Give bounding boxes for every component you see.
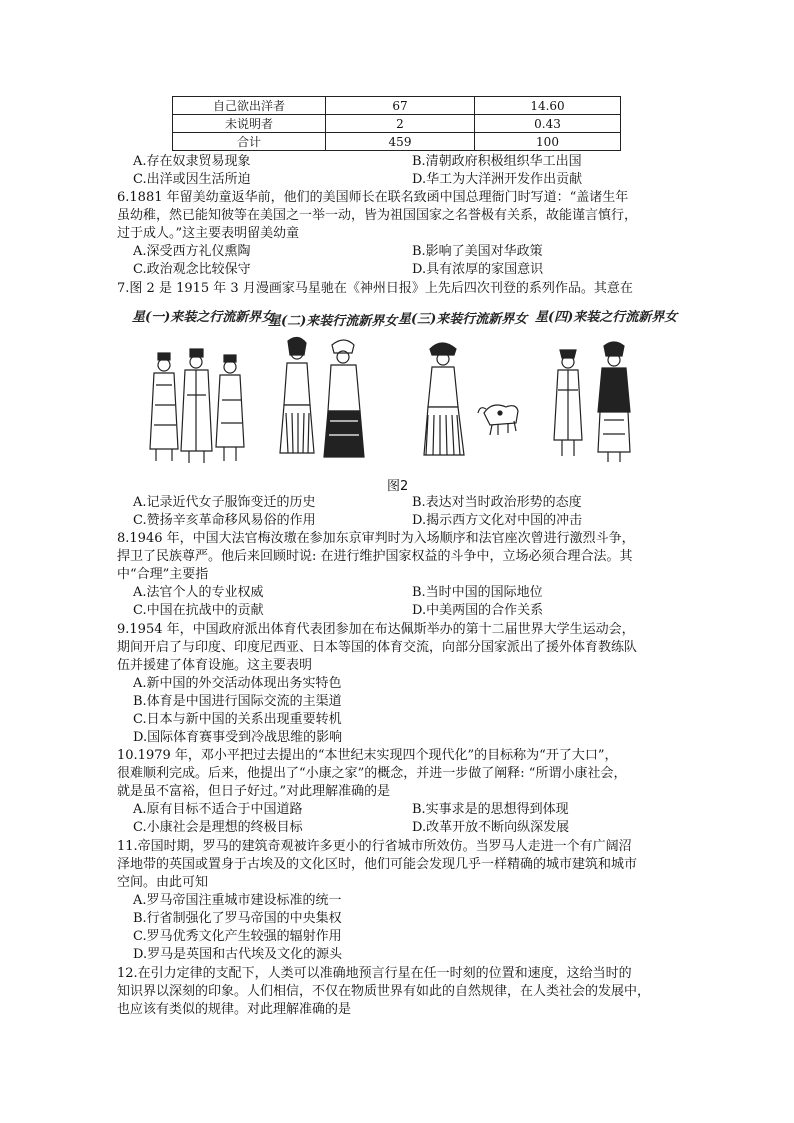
q9-option-d[interactable]: D.国际体育赛事受到冷战思维的影响: [133, 730, 343, 745]
table-cell: 100: [475, 133, 621, 151]
q10-stem-line: 很难顺利完成。后来，他提出了“小康之家”的概念，并进一步做了阐释: “所谓小康社会，: [117, 766, 627, 781]
q6-option-d[interactable]: D.具有浓厚的家国意识: [412, 262, 544, 277]
q6-option-b[interactable]: B.影响了美国对华政策: [412, 244, 543, 259]
q8-option-d[interactable]: D.中美两国的合作关系: [412, 603, 544, 618]
q11-stem-line: 11.帝国时期，罗马的建筑奇观被许多更小的行省城市所效仿。当罗马人走进一个有广阔沼: [117, 839, 632, 854]
table-row: [173, 133, 621, 151]
q11-stem-line: 空间。由此可知: [117, 875, 209, 890]
figure-caption: 图2: [387, 479, 409, 494]
statistics-table: [172, 96, 621, 151]
q5-option-b[interactable]: B.清朝政府积极组织华工出国: [412, 154, 582, 169]
q8-option-b[interactable]: B.当时中国的国际地位: [412, 585, 543, 600]
q9-stem-line: 伍并援建了体育设施。这主要表明: [117, 658, 313, 673]
q7-option-a[interactable]: A.记录近代女子服饰变迁的历史: [133, 495, 316, 510]
q6-stem-line: 虽幼稚，然已能知彼等在美国之一举一动，皆为祖国国家之名誉极有关系，故能谨言慎行，: [117, 208, 638, 223]
q7-option-d[interactable]: D.揭示西方文化对中国的冲击: [412, 513, 583, 528]
q6-option-a[interactable]: A.深受西方礼仪熏陶: [133, 244, 251, 259]
table-row: [173, 115, 621, 133]
table-row: [173, 97, 621, 115]
q7-option-b[interactable]: B.表达对当时政治形势的态度: [412, 495, 582, 510]
q11-stem-line: 泽地带的英国或置身于古埃及的文化区时，他们可能会发现几乎一样精确的城市建筑和城市: [117, 857, 638, 872]
table-cell: 459: [326, 133, 475, 151]
table-cell: 合计: [173, 133, 326, 151]
table-cell: 未说明者: [173, 115, 326, 133]
figure-title-4: 星(四)来装之行流新界女: [535, 310, 678, 325]
q8-stem-line: 8.1946 年，中国大法官梅汝璈在参加东京审判时为入场顺序和法官座次曾进行激烈斗争，: [117, 531, 635, 546]
q6-option-c[interactable]: C.政治观念比较保守: [133, 262, 251, 277]
figure-title-3: 星(三)来装行流新界女: [398, 312, 528, 327]
q12-stem-line: 也应该有类似的规律。对此理解准确的是: [117, 1002, 352, 1017]
q10-option-c[interactable]: C.小康社会是理想的终极目标: [133, 820, 303, 835]
q10-option-d[interactable]: D.改革开放不断向纵深发展: [412, 820, 570, 835]
q10-option-b[interactable]: B.实事求是的思想得到体现: [412, 802, 569, 817]
q8-option-c[interactable]: C.中国在抗战中的贡献: [133, 603, 264, 618]
q8-stem-line: 中“合理”主要指: [117, 567, 209, 582]
table-cell: 14.60: [475, 97, 621, 115]
q9-option-a[interactable]: A.新中国的外交活动体现出务实特色: [133, 676, 342, 691]
q12-stem-line: 知识界以深刻的印象。人们相信，不仅在物质世界有如此的自然规律，在人类社会的发展中，: [117, 984, 651, 999]
q11-option-d[interactable]: D.罗马是英国和古代埃及文化的源头: [133, 947, 343, 962]
q8-stem-line: 捍卫了民族尊严。他后来回顾时说: 在进行维护国家权益的斗争中，立场必须合理合法。其: [117, 549, 633, 564]
cartoon-panel-4: [552, 340, 642, 467]
q10-option-a[interactable]: A.原有目标不适合于中国道路: [133, 802, 303, 817]
table-cell: 67: [326, 97, 475, 115]
cartoon-panel-2: [268, 335, 378, 467]
table-cell: 自己欲出洋者: [173, 97, 326, 115]
figure-title-1: 星(一)来装之行流新界女: [132, 310, 275, 325]
q10-stem-line: 10.1979 年，邓小平把过去提出的“本世纪末实现四个现代化”的目标称为“开了大口”，: [117, 748, 618, 763]
q7-stem-line: 7.图 2 是 1915 年 3 月漫画家马星驰在《神州日报》上先后四次刊登的系列作品。其意在: [117, 281, 633, 296]
q11-option-c[interactable]: C.罗马优秀文化产生较强的辐射作用: [133, 929, 342, 944]
q6-stem-line: 过于成人。”这主要表明留美幼童: [117, 226, 300, 241]
q7-option-c[interactable]: C.赞扬辛亥革命移风易俗的作用: [133, 513, 316, 528]
q11-option-b[interactable]: B.行省制强化了罗马帝国的中央集权: [133, 911, 342, 926]
q9-stem-line: 期间开启了与印度、印度尼西亚、日本等国的体育交流，向部分国家派出了援外体育教练队: [117, 640, 638, 655]
q10-stem-line: 就是虽不富裕，但日子好过。”对此理解准确的是: [117, 784, 391, 799]
q5-option-d[interactable]: D.华工为大洋洲开发作出贡献: [412, 172, 583, 187]
q9-stem-line: 9.1954 年，中国政府派出体育代表团参加在布达佩斯举办的第十二届世界大学生运动会，: [117, 622, 635, 637]
table-cell: 0.43: [475, 115, 621, 133]
q11-option-a[interactable]: A.罗马帝国注重城市建设标准的统一: [133, 893, 342, 908]
q9-option-c[interactable]: C.日本与新中国的关系出现重要转机: [133, 712, 342, 727]
q5-option-c[interactable]: C.出洋或因生活所迫: [133, 172, 251, 187]
cartoon-panel-1: [142, 345, 252, 467]
q8-option-a[interactable]: A.法官个人的专业权威: [133, 585, 264, 600]
q5-option-a[interactable]: A.存在奴隶贸易现象: [133, 154, 251, 169]
figure-title-2: 星(二)来装行流新界女: [268, 314, 398, 329]
q12-stem-line: 12.在引力定律的支配下，人类可以准确地预言行星在任一时刻的位置和速度，这给当时的: [117, 966, 632, 981]
q9-option-b[interactable]: B.体育是中国进行国际交流的主渠道: [133, 694, 342, 709]
cartoon-panel-3: [420, 335, 530, 467]
q6-stem-line: 6.1881 年留美幼童返华前，他们的美国师长在联名致函中国总理衙门时写道：“盖诸生年: [117, 190, 629, 205]
table-cell: 2: [326, 115, 475, 133]
